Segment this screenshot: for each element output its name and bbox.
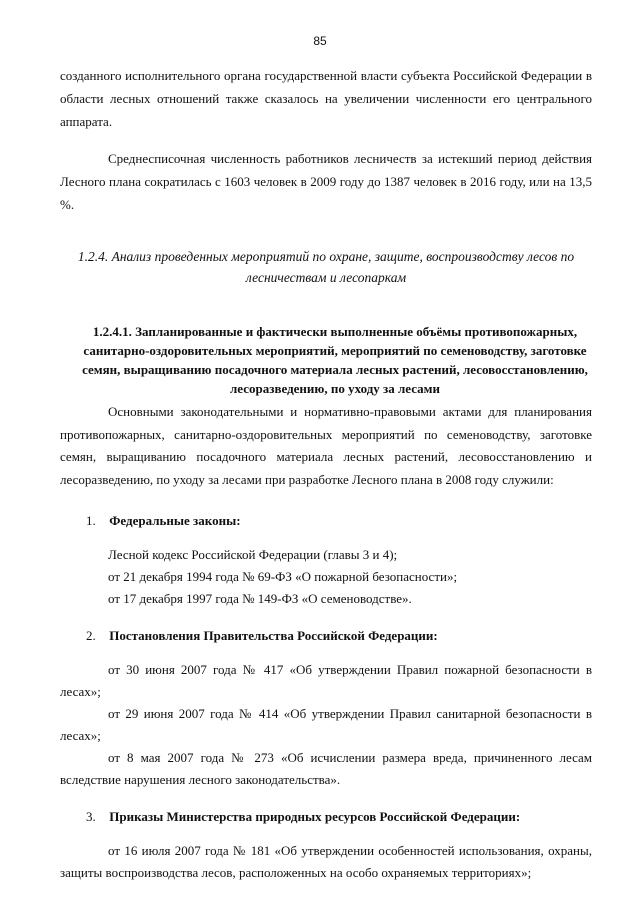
list-item: от 16 июля 2007 года № 181 «Об утверждении особенностей использования, охраны, защиты воспроизводства лесов, расположенных на особо охраняемых территориях»; — [60, 843, 592, 880]
page-number: 85 — [313, 34, 327, 48]
paragraph-intro: Основными законодательными и нормативно-правовыми актами для планирования противопожарных, санитарно-оздоровительных мероприятий по семеноводству, заготовке семян, выращиванию посадочного материала лесных растений, лесовосстановлению и лесоразведению, по уходу за лесами при разработке Лесного плана в 2008 году служили: — [60, 404, 592, 487]
list-number: 1. — [86, 513, 96, 528]
list-item: от 21 декабря 1994 года № 69-ФЗ «О пожарной безопасности»; — [108, 569, 458, 584]
section-number: 1.2.4. — [77, 249, 109, 264]
subsection-heading-1-2-4-1 — [60, 322, 592, 398]
section-heading-1-2-4 — [60, 246, 592, 288]
list-heading-text: Постановления Правительства Российской Федерации: — [109, 628, 438, 643]
subsection-title: Запланированные и фактически выполненные объёмы противопожарных, санитарно-оздоровительных мероприятий, мероприятий по семеноводству, заготовке семян, выращиванию посадочного материала лесных растений, лесовосстановлению, лесоразведению, по уходу за лесами — [82, 324, 588, 396]
list-number: 2. — [86, 628, 96, 643]
document-body — [60, 64, 592, 884]
list-item: от 8 мая 2007 года № 273 «Об исчислении размера вреда, причиненного лесам вследствие нарушения лесного законодательства». — [60, 750, 592, 787]
list-item: от 29 июня 2007 года № 414 «Об утверждении Правил санитарной безопасности в лесах»; — [60, 706, 592, 743]
paragraph-continuation: созданного исполнительного органа государственной власти субъекта Российской Федерации в области лесных отношений также сказалось на увеличении численности его центрального аппарата. — [60, 68, 592, 129]
list-heading-government-decrees — [60, 624, 592, 647]
list-heading-ministry-orders — [60, 805, 592, 828]
list-item: от 30 июня 2007 года № 417 «Об утверждении Правил пожарной безопасности в лесах»; — [60, 662, 592, 699]
list-heading-federal-laws — [60, 509, 592, 532]
section-title: Анализ проведенных мероприятий по охране, защите, воспроизводству лесов по лесничествам и лесопаркам — [111, 249, 575, 285]
list-heading-text: Приказы Министерства природных ресурсов Российской Федерации: — [109, 809, 521, 824]
list-heading-text: Федеральные законы: — [109, 513, 241, 528]
list-item: от 17 декабря 1997 года № 149-ФЗ «О семеноводстве». — [108, 591, 412, 606]
list-number: 3. — [86, 809, 96, 824]
list-item: Лесной кодекс Российской Федерации (главы 3 и 4); — [108, 547, 398, 562]
paragraph-staff-count: Среднесписочная численность работников лесничеств за истекший период действия Лесного плана сократилась с 1603 человек в 2009 году до 1387 человек в 2016 году, или на 13,5 %. — [60, 151, 592, 212]
subsection-number: 1.2.4.1. — [92, 324, 132, 339]
